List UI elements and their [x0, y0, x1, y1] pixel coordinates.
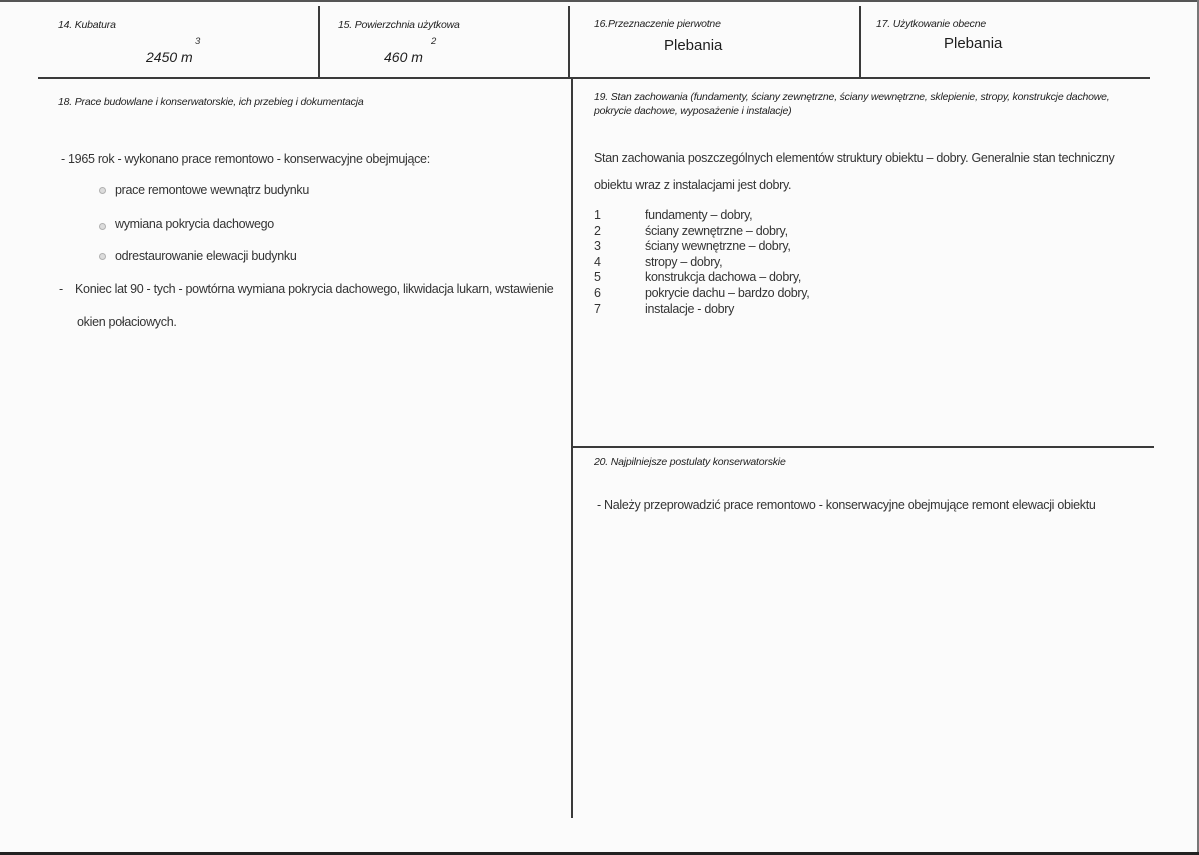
section18-item2-line2: okien połaciowych. [77, 315, 177, 329]
powierzchnia-exponent: 2 [431, 36, 437, 47]
section20-label: 20. Najpilniejsze postulaty konserwatorskie [594, 456, 786, 468]
przeznaczenie-label: 16.Przeznaczenie pierwotne [594, 18, 721, 30]
section20-top-rule [572, 446, 1154, 448]
section20-text: - Należy przeprowadzić prace remontowo - konserwacyjne obejmujące remont elewacji obiektu [597, 498, 1096, 512]
section19-intro-line2: obiektu wraz z instalacjami jest dobry. [594, 178, 792, 192]
divider-col-16 [568, 6, 570, 78]
condition-list [594, 208, 809, 317]
kubatura-label: 14. Kubatura [58, 19, 116, 31]
list-item [594, 302, 809, 318]
bullet-icon [99, 187, 106, 194]
przeznaczenie-value: Plebania [664, 37, 723, 54]
section18-label: 18. Prace budowlane i konserwatorskie, ich przebieg i dokumentacja [58, 96, 364, 108]
section18-item1: - 1965 rok - wykonano prace remontowo - konserwacyjne obejmujące: [61, 152, 430, 166]
list-item-number: 4 [594, 254, 601, 269]
divider-col-17 [859, 6, 861, 78]
list-item-number: 7 [594, 301, 601, 316]
section19-label-line2: pokrycie dachowe, wyposażenie i instalacje) [594, 105, 792, 117]
list-item [594, 286, 809, 302]
divider-col-15 [318, 6, 320, 78]
list-item [594, 270, 809, 286]
list-item [594, 208, 809, 224]
section18-bullet-2: wymiana pokrycia dachowego [115, 217, 274, 231]
header-bottom-rule [38, 77, 1150, 79]
list-item [594, 255, 809, 271]
section18-item2-dash: - [59, 282, 63, 296]
list-item-text: fundamenty – dobry, [645, 208, 753, 222]
section19-label-line1: 19. Stan zachowania (fundamenty, ściany zewnętrzne, ściany wewnętrzne, sklepienie, stropy, konstrukcje dachowe, [594, 91, 1110, 103]
divider-main-vertical [571, 78, 573, 818]
kubatura-value: 2450 m [146, 49, 193, 65]
list-item-number: 5 [594, 270, 601, 285]
list-item-number: 6 [594, 285, 601, 300]
bullet-icon [99, 223, 106, 230]
uzytkowanie-label: 17. Użytkowanie obecne [876, 18, 987, 30]
list-item-text: konstrukcja dachowa – dobry, [645, 270, 802, 285]
section18-bullet-1: prace remontowe wewnątrz budynku [115, 183, 309, 197]
section19-intro-line1: Stan zachowania poszczególnych elementów struktury obiektu – dobry. Generalnie stan techniczny [594, 151, 1115, 165]
list-item-text: stropy – dobry, [645, 254, 723, 269]
list-item-text: ściany zewnętrzne – dobry, [645, 223, 788, 238]
section18-bullet-3: odrestaurowanie elewacji budynku [115, 249, 297, 263]
list-item-text: instalacje - dobry [645, 301, 735, 316]
bullet-icon [99, 253, 106, 260]
uzytkowanie-value: Plebania [944, 35, 1003, 52]
page-top-edge [0, 0, 1199, 2]
powierzchnia-label: 15. Powierzchnia użytkowa [338, 19, 460, 31]
section18-item2-line1: Koniec lat 90 - tych - powtórna wymiana pokrycia dachowego, likwidacja lukarn, wstawienie [75, 282, 554, 296]
list-item-number: 2 [594, 223, 601, 238]
list-item-number: 1 [594, 208, 601, 222]
list-item [594, 224, 809, 240]
powierzchnia-value: 460 m [384, 49, 423, 65]
list-item-text: ściany wewnętrzne – dobry, [645, 239, 791, 254]
list-item-text: pokrycie dachu – bardzo dobry, [645, 285, 810, 300]
list-item-number: 3 [594, 239, 601, 254]
kubatura-exponent: 3 [195, 36, 201, 47]
list-item [594, 239, 809, 255]
